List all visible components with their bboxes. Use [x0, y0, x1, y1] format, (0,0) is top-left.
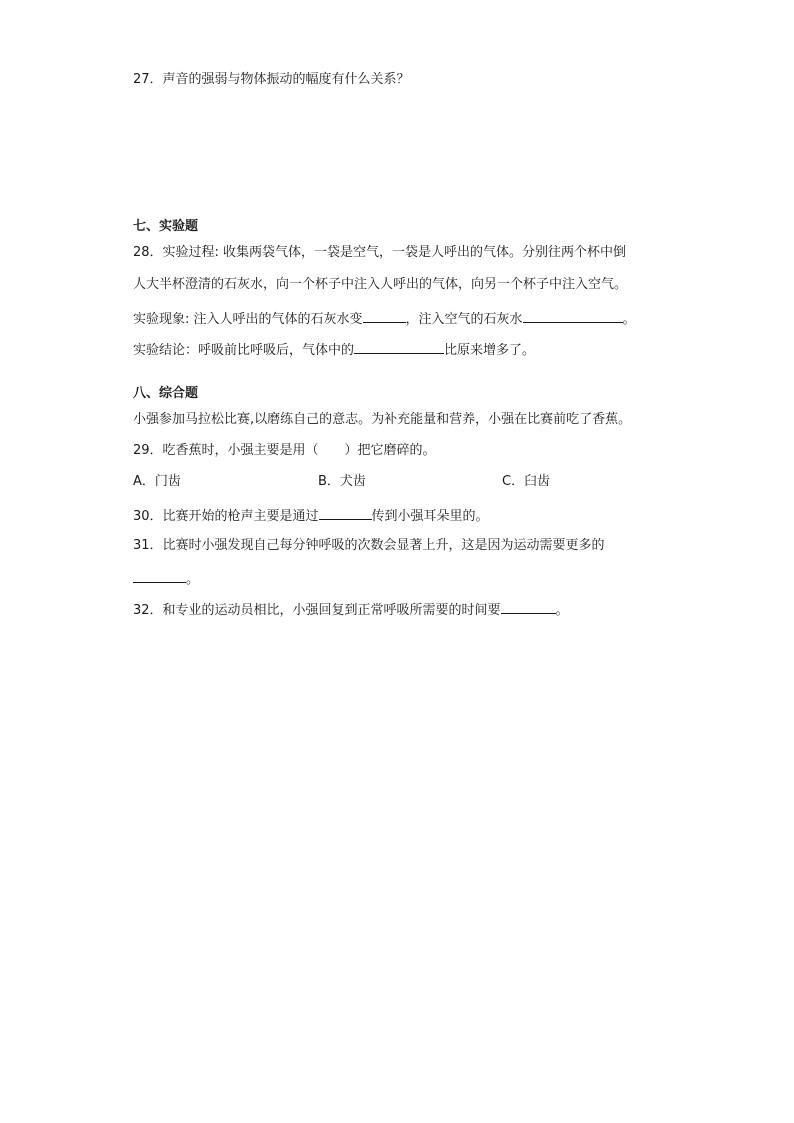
question-30-text-a: 30．比赛开始的枪声主要是通过 [133, 509, 319, 524]
question-28-observation [133, 309, 636, 329]
question-29: 29．吃香蕉时，小强主要是用（ ）把它磨碎的。 [133, 443, 436, 458]
conclusion-text-a: 实验结论：呼吸前比呼吸后，气体中的 [133, 343, 355, 358]
question-31-end: 。 [186, 572, 200, 587]
answer-blank[interactable] [319, 506, 372, 520]
question-31-line-2 [133, 569, 199, 589]
answer-blank[interactable] [501, 600, 556, 614]
answer-blank[interactable] [133, 569, 186, 583]
observation-text-b: ，注入空气的石灰水 [405, 312, 523, 327]
question-32 [133, 600, 569, 620]
question-32-text-b: 。 [555, 603, 569, 618]
answer-blank[interactable] [354, 340, 444, 354]
option-c[interactable]: C．臼齿 [502, 474, 551, 489]
question-28-line-2: 人大半杯澄清的石灰水，向一个杯子中注入人呼出的气体，向另一个杯子中注入空气。 [133, 277, 628, 292]
answer-blank[interactable] [523, 309, 623, 323]
scenario-intro: 小强参加马拉松比赛,以磨练自己的意志。为补充能量和营养，小强在比赛前吃了香蕉。 [133, 412, 632, 427]
observation-text-a: 实验现象: 注入人呼出的气体的石灰水变 [133, 312, 363, 327]
question-32-text-a: 32．和专业的运动员相比，小强回复到正常呼吸所需要的时间要 [133, 603, 501, 618]
question-30-text-b: 传到小强耳朵里的。 [371, 509, 489, 524]
question-30 [133, 506, 489, 526]
section-title-comprehensive: 八、综合题 [133, 386, 199, 401]
option-b[interactable]: B．犬齿 [318, 474, 366, 489]
question-31-line-1: 31．比赛时小强发现自己每分钟呼吸的次数会显著上升，这是因为运动需要更多的 [133, 538, 605, 553]
section-title-experiment: 七、实验题 [133, 219, 199, 234]
question-28-conclusion [133, 340, 535, 360]
question-28-line-1: 28．实验过程: 收集两袋气体，一袋是空气，一袋是人呼出的气体。分别往两个杯中倒 [133, 245, 627, 260]
answer-blank[interactable] [363, 309, 406, 323]
conclusion-text-b: 比原来增多了。 [444, 343, 536, 358]
question-27: 27．声音的强弱与物体振动的幅度有什么关系？ [133, 72, 410, 87]
option-a[interactable]: A．门齿 [133, 474, 181, 489]
observation-text-c: 。 [622, 312, 636, 327]
